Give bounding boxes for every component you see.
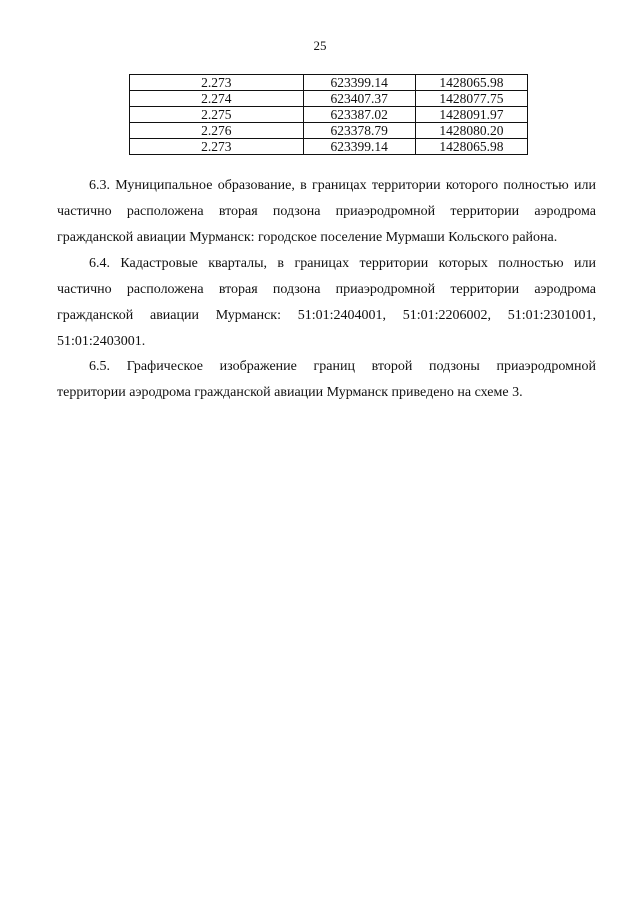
- y-coordinate-cell: 1428065.98: [415, 75, 527, 91]
- paragraph-line: 6.3. Муниципальное образование, в границах территории которого полностью или: [89, 178, 596, 193]
- coordinates-table: [129, 74, 528, 155]
- paragraph-line: 6.5. Графическое изображение границ второй подзоны приаэродромной: [89, 359, 596, 374]
- x-coordinate-cell: 623399.14: [303, 139, 415, 155]
- point-number-cell: 2.275: [130, 107, 304, 123]
- table-row: [130, 75, 528, 91]
- point-number-cell: 2.274: [130, 91, 304, 107]
- table-row: [130, 139, 528, 155]
- paragraph-line: 51:01:2403001.: [57, 334, 146, 349]
- point-number-cell: 2.273: [130, 75, 304, 91]
- paragraph-line: частично расположена вторая подзона приаэродромной территории аэродрома: [57, 282, 596, 297]
- paragraph-line: 6.4. Кадастровые кварталы, в границах территории которых полностью или: [89, 256, 596, 271]
- y-coordinate-cell: 1428080.20: [415, 123, 527, 139]
- y-coordinate-cell: 1428065.98: [415, 139, 527, 155]
- y-coordinate-cell: 1428077.75: [415, 91, 527, 107]
- paragraph-line: территории аэродрома гражданской авиации Мурманск приведено на схеме 3.: [57, 385, 523, 400]
- point-number-cell: 2.276: [130, 123, 304, 139]
- paragraph-line: гражданской авиации Мурманск: 51:01:2404001, 51:01:2206002, 51:01:2301001,: [57, 308, 596, 323]
- x-coordinate-cell: 623387.02: [303, 107, 415, 123]
- x-coordinate-cell: 623399.14: [303, 75, 415, 91]
- paragraph-line: частично расположена вторая подзона приаэродромной территории аэродрома: [57, 204, 596, 219]
- table-row: [130, 91, 528, 107]
- point-number-cell: 2.273: [130, 139, 304, 155]
- page-number: 25: [313, 38, 327, 53]
- x-coordinate-cell: 623407.37: [303, 91, 415, 107]
- table-row: [130, 123, 528, 139]
- x-coordinate-cell: 623378.79: [303, 123, 415, 139]
- y-coordinate-cell: 1428091.97: [415, 107, 527, 123]
- paragraph-line: гражданской авиации Мурманск: городское поселение Мурмаши Кольского района.: [57, 230, 558, 245]
- table-row: [130, 107, 528, 123]
